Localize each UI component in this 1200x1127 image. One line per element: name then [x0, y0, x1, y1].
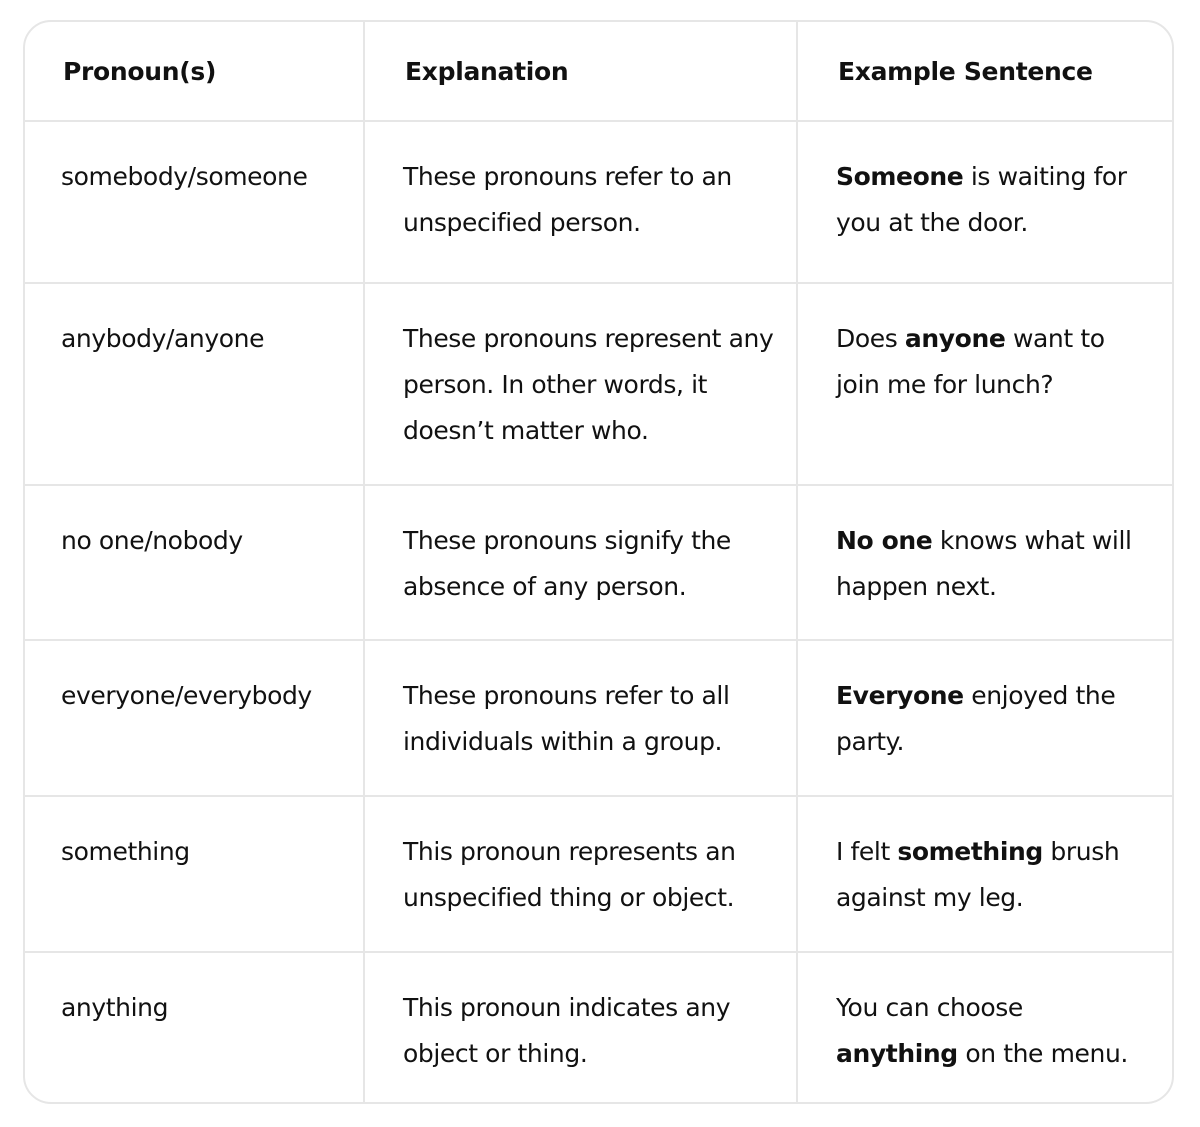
example-cell	[797, 121, 1172, 283]
pronoun-table-container	[23, 20, 1174, 1104]
table-row	[25, 485, 1172, 640]
explanation-cell: This pronoun indicates any object or thing.	[364, 952, 797, 1104]
pronoun-cell: everyone/everybody	[25, 640, 364, 796]
example-text-after: is waiting for you at the door.	[836, 162, 1127, 237]
example-highlight: anything	[836, 1039, 958, 1068]
example-cell	[797, 796, 1172, 952]
example-cell	[797, 952, 1172, 1104]
pronoun-cell: anything	[25, 952, 364, 1104]
header-example-sentence: Example Sentence	[797, 22, 1172, 121]
example-text-before: You can choose	[836, 993, 1023, 1022]
example-highlight: anyone	[904, 324, 1006, 353]
explanation-cell: These pronouns signify the absence of any person.	[364, 485, 797, 640]
header-explanation: Explanation	[364, 22, 797, 121]
example-text-after: want to join me for lunch?	[836, 324, 1105, 399]
pronoun-cell: no one/nobody	[25, 485, 364, 640]
header-pronouns: Pronoun(s)	[25, 22, 364, 121]
example-highlight: Everyone	[836, 681, 964, 710]
explanation-cell: These pronouns represent any person. In other words, it doesn’t matter who.	[364, 283, 797, 485]
table-row	[25, 640, 1172, 796]
example-text-after: enjoyed the party.	[836, 681, 1116, 756]
pronoun-cell: anybody/anyone	[25, 283, 364, 485]
example-highlight: something	[897, 837, 1043, 866]
table-row	[25, 952, 1172, 1104]
indefinite-pronoun-table	[25, 22, 1172, 1104]
example-cell	[797, 640, 1172, 796]
pronoun-cell: somebody/someone	[25, 121, 364, 283]
example-highlight: No one	[836, 526, 933, 555]
explanation-cell: These pronouns refer to all individuals within a group.	[364, 640, 797, 796]
explanation-cell: These pronouns refer to an unspecified person.	[364, 121, 797, 283]
example-cell	[797, 485, 1172, 640]
example-text-after: brush against my leg.	[836, 837, 1120, 912]
header-row	[25, 22, 1172, 121]
example-text-before: I felt	[836, 837, 898, 866]
example-text-after: knows what will happen next.	[836, 526, 1132, 601]
pronoun-cell: something	[25, 796, 364, 952]
table-row	[25, 121, 1172, 283]
example-text-after: on the menu.	[957, 1039, 1128, 1068]
table-row	[25, 796, 1172, 952]
table-row	[25, 283, 1172, 485]
example-cell	[797, 283, 1172, 485]
explanation-cell: This pronoun represents an unspecified thing or object.	[364, 796, 797, 952]
example-highlight: Someone	[836, 162, 964, 191]
example-text-before: Does	[836, 324, 905, 353]
